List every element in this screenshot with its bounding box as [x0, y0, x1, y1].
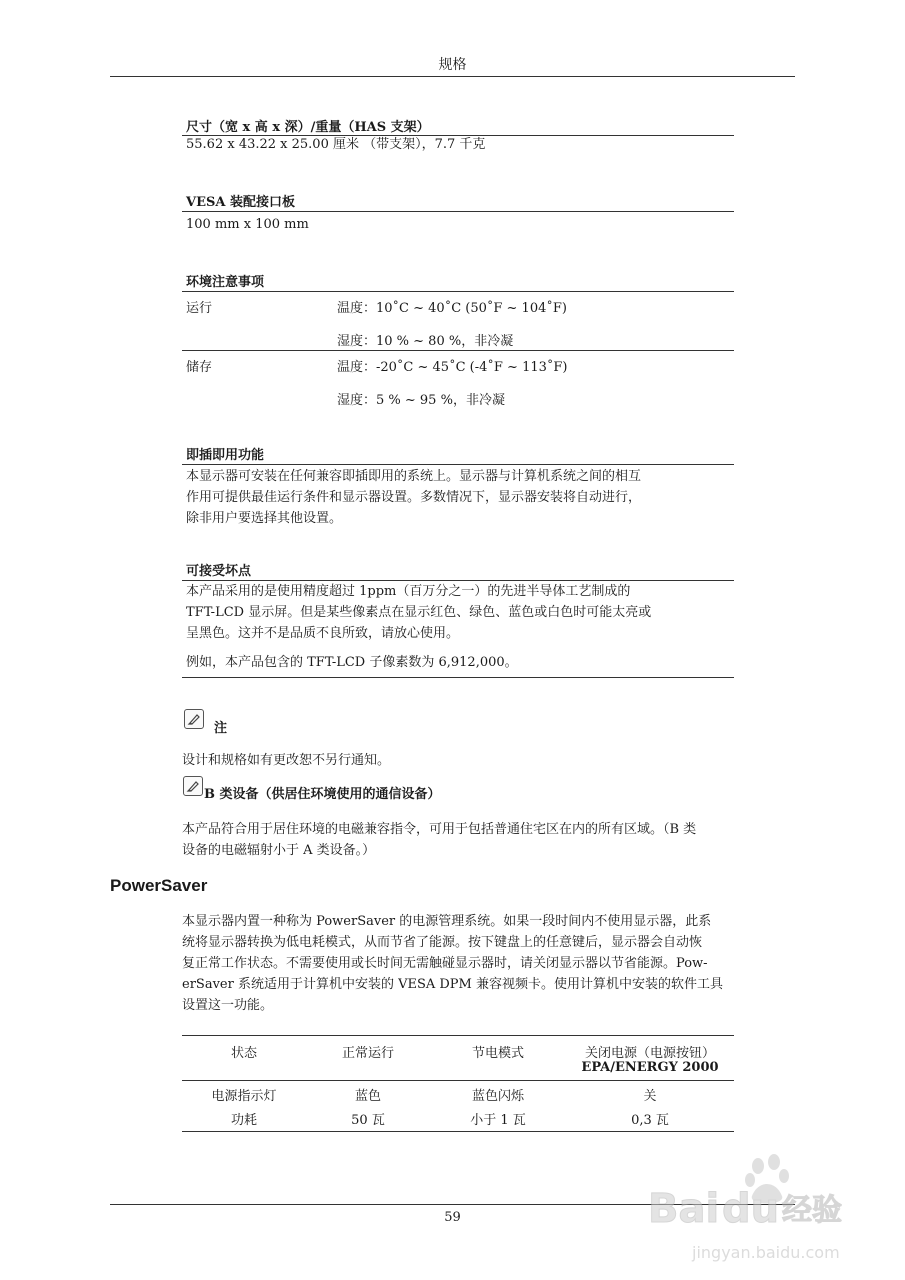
page-number: 59 [444, 1210, 461, 1225]
powersaver-title: PowerSaver [110, 876, 208, 895]
dead-pixels-title: 可接受坏点 [186, 564, 252, 579]
divider [182, 464, 734, 465]
class-b-title: B 类设备（供居住环境使用的通信设备） [204, 787, 441, 802]
divider [182, 677, 734, 678]
paragraph-line: 设置这一功能。 [182, 998, 274, 1013]
paragraph-line: erSaver 系统适用于计算机中安装的 VESA DPM 兼容视频卡。使用计算机中安装的软件工具 [182, 977, 723, 992]
paragraph-line: 复正常工作状态。不需要使用或长时间无需触碰显示器时，请关闭显示器以节省能源。Pow- [182, 956, 708, 971]
table-header-status: 状态 [230, 1046, 257, 1061]
svg-text:Bai: Bai [648, 1186, 720, 1232]
storage-humidity: 湿度：5 % ~ 95 %，非冷凝 [337, 393, 505, 408]
table-cell: 蓝色 [354, 1089, 381, 1104]
table-cell: 小于 1 瓦 [470, 1113, 526, 1128]
table-header-saving: 节电模式 [471, 1046, 524, 1061]
svg-text:du: du [722, 1186, 780, 1232]
paragraph-line: 本产品符合用于居住环境的电磁兼容指令，可用于包括普通住宅区在内的所有区域。（B 类 [182, 822, 697, 837]
svg-text:jingyan.baidu.com: jingyan.baidu.com [692, 1243, 840, 1262]
table-cell: 蓝色闪烁 [471, 1089, 524, 1104]
table-top-rule [182, 1035, 734, 1036]
environment-title: 环境注意事项 [186, 275, 265, 290]
table-mid-rule [182, 1080, 734, 1081]
table-header-epa: EPA/ENERGY 2000 [581, 1060, 719, 1075]
paragraph-line: 本显示器内置一种称为 PowerSaver 的电源管理系统。如果一段时间内不使用显示器，此系 [182, 914, 712, 929]
paragraph-line: 设备的电磁辐射小于 A 类设备。） [182, 843, 376, 858]
header-divider [110, 76, 795, 77]
paragraph-line: 统将显示器转换为低电耗模式，从而节省了能源。按下键盘上的任意键后，显示器会自动恢 [182, 935, 703, 950]
paragraph-line: 除非用户要选择其他设置。 [186, 511, 343, 526]
dimensions-value: 55.62 x 43.22 x 25.00 厘米 （带支架），7.7 千克 [186, 137, 486, 152]
divider [182, 350, 734, 351]
operating-humidity: 湿度：10 % ~ 80 %，非冷凝 [337, 334, 514, 349]
page-header-title: 规格 [438, 57, 467, 73]
storage-label: 储存 [186, 360, 213, 375]
table-cell: 0,3 瓦 [631, 1113, 669, 1128]
dead-pixels-text [186, 581, 651, 644]
table-header-normal: 正常运行 [341, 1046, 394, 1061]
dead-pixels-example: 例如，本产品包含的 TFT-LCD 子像素数为 6,912,000。 [186, 655, 518, 670]
paragraph-line: 作用可提供最佳运行条件和显示器设置。多数情况下，显示器安装将自动进行， [186, 490, 642, 505]
storage-temperature: 温度：-20˚C ~ 45˚C (-4˚F ~ 113˚F) [337, 360, 568, 375]
plug-and-play-title: 即插即用功能 [186, 448, 265, 463]
operating-label: 运行 [186, 301, 213, 316]
note-label: 注 [214, 721, 228, 736]
class-b-text [182, 819, 696, 861]
svg-text:经验: 经验 [782, 1193, 842, 1228]
vesa-value: 100 mm x 100 mm [186, 217, 309, 232]
note-icon [183, 776, 203, 796]
note-icon [184, 709, 204, 729]
vesa-title: VESA 装配接口板 [186, 195, 295, 210]
plug-and-play-text [186, 466, 641, 529]
table-bottom-rule [182, 1131, 734, 1132]
table-row-label: 电源指示灯 [211, 1089, 277, 1104]
table-row-label: 功耗 [230, 1113, 257, 1128]
powersaver-text [182, 911, 723, 1016]
operating-temperature: 温度：10˚C ~ 40˚C (50˚F ~ 104˚F) [337, 301, 567, 316]
paragraph-line: TFT-LCD 显示屏。但是某些像素点在显示红色、绿色、蓝色或白色时可能太亮或 [186, 605, 652, 620]
dimensions-title: 尺寸（宽 x 高 x 深）/重量（HAS 支架） [186, 120, 430, 135]
paragraph-line: 本显示器可安装在任何兼容即插即用的系统上。显示器与计算机系统之间的相互 [186, 469, 642, 484]
divider [182, 211, 734, 212]
note-text: 设计和规格如有更改恕不另行通知。 [182, 753, 391, 768]
table-cell: 关 [643, 1089, 657, 1104]
table-header-poweroff: 关闭电源（电源按钮） [584, 1046, 715, 1061]
divider [182, 291, 734, 292]
paragraph-line: 呈黑色。这并不是品质不良所致，请放心使用。 [186, 626, 460, 641]
paragraph-line: 本产品采用的是使用精度超过 1ppm（百万分之一）的先进半导体工艺制成的 [186, 584, 631, 599]
table-cell: 50 瓦 [351, 1113, 385, 1128]
baidu-jingyan-watermark [640, 1150, 860, 1270]
